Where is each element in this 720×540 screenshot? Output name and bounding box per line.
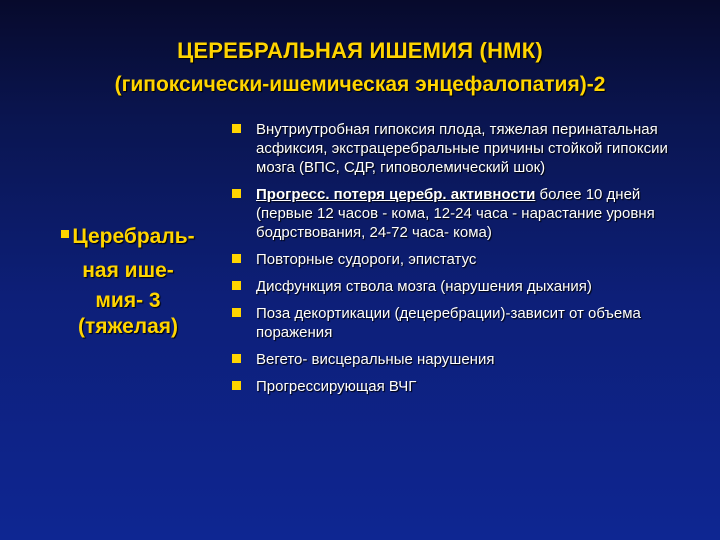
list-item <box>232 304 694 342</box>
list-item <box>232 185 694 242</box>
title-line-2: (гипоксически-ишемическая энцефалопатия)-2 <box>114 73 606 96</box>
list-item <box>232 277 694 296</box>
list-item-text: Внутриутробная гипоксия плода, тяжелая перинатальная асфиксия, экстрацеребральные причины стойкой гипоксии мозга (ВПС, СДР, гиповолемический шок) <box>256 121 668 176</box>
list-item-text: Вегето- висцеральные нарушения <box>256 351 495 368</box>
severity-label-line-2: ная ише- <box>82 259 174 282</box>
slide-title <box>0 36 720 100</box>
severity-label-line-3: мия- 3 <box>95 289 161 312</box>
title-line-1: ЦЕРЕБРАЛЬНАЯ ИШЕМИЯ (НМК) <box>177 38 543 63</box>
list-item-text: Повторные судороги, эпистатус <box>256 251 477 268</box>
severity-label-text-1: Церебраль- <box>72 225 195 248</box>
list-item-text: Поза декортикации (децеребрации)-зависит от объема поражения <box>256 305 641 341</box>
square-bullet-icon <box>232 281 241 290</box>
symptom-list <box>232 120 694 404</box>
list-item-text: Дисфункция ствола мозга (нарушения дыхания) <box>256 278 592 295</box>
list-item-emphasis: Прогресс. потеря церебр. активности <box>256 186 536 203</box>
list-item <box>232 250 694 269</box>
list-item <box>232 120 694 177</box>
square-bullet-icon <box>232 124 241 133</box>
list-item-text: более 10 дней (первые 12 часов - кома, 12-24 часа - нарастание уровня бодрствования, 24-72 часа- кома) <box>256 186 655 241</box>
list-item-text: Прогрессирующая ВЧГ <box>256 378 417 395</box>
severity-label <box>30 220 226 340</box>
severity-label-line-4: (тяжелая) <box>77 315 179 338</box>
square-bullet-icon <box>232 254 241 263</box>
severity-label-line-1 <box>30 220 226 254</box>
square-bullet-icon <box>232 354 241 363</box>
list-item <box>232 350 694 369</box>
square-bullet-icon <box>61 230 69 238</box>
square-bullet-icon <box>232 189 241 198</box>
square-bullet-icon <box>232 308 241 317</box>
square-bullet-icon <box>232 381 241 390</box>
list-item <box>232 377 694 396</box>
